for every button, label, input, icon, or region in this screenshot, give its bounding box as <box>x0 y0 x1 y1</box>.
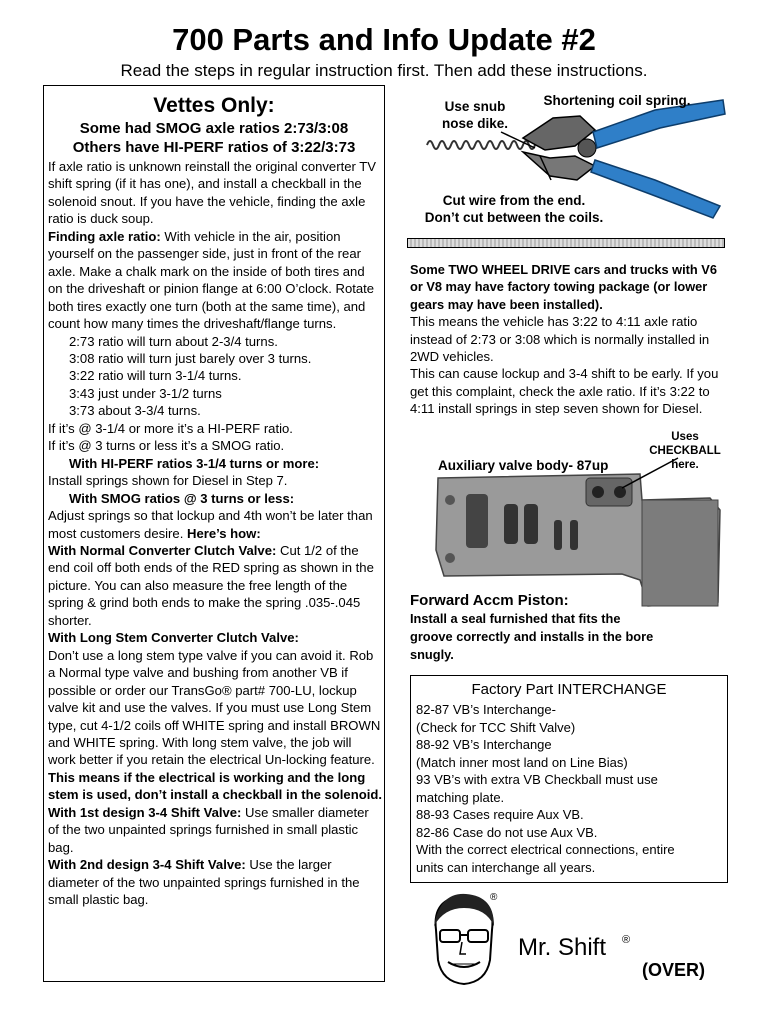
first-design-label: With 1st design 3-4 Shift Valve: <box>48 804 242 820</box>
long-stem-paragraph <box>48 647 382 804</box>
ratio-line: 3:22 ratio will turn 3-1/4 turns. <box>69 368 242 384</box>
two-wheel-drive-heading: Some TWO WHEEL DRIVE cars and trucks with V6 or V8 may have factory towing package (or lower gears may have been installed). <box>410 262 717 312</box>
hiperf-text: Install springs shown for Diesel in Step 7. <box>48 473 288 489</box>
long-stem-label: With Long Stem Converter Clutch Valve: <box>48 630 299 646</box>
list-item: 88-92 VB’s Interchange <box>416 737 552 752</box>
list-item: units can interchange all years. <box>416 859 596 875</box>
uses-checkball-label: Uses CHECKBALL here. <box>649 431 721 471</box>
second-design-paragraph <box>48 856 382 908</box>
factory-interchange-box <box>410 675 728 883</box>
mr-shift-logo <box>420 890 730 990</box>
second-design-label: With 2nd design 3-4 Shift Valve: <box>48 857 246 873</box>
if-hiperf-line: If it’s @ 3-1/4 or more it’s a HI-PERF ratio. <box>48 420 293 436</box>
aux-valve-body-illustration <box>410 430 728 610</box>
page-title: 700 Parts and Info Update #2 <box>172 22 596 57</box>
forward-accm-title: Forward Accm Piston: <box>410 592 569 609</box>
forward-accm-section <box>410 592 728 664</box>
mr-shift-name: Mr. Shift <box>518 934 607 961</box>
list-item: 82-87 VB’s Interchange- <box>416 702 556 717</box>
ratio-line: 3:08 ratio will turn just barely over 3 turns. <box>69 350 312 366</box>
mr-shift-face-icon <box>420 890 510 990</box>
valve-body-icon <box>436 474 720 606</box>
finding-label: Finding axle ratio: <box>48 228 161 244</box>
long-stem-text: Don’t use a long stem type valve if you can avoid it. Rob a Normal type valve and bushing from another VB if possible or order our TransGo® part# 700-LU, lockup valve kit and use the valves. If you must use Long Stem type, cut 4-1/2 coils off WHITE spring and install BROWN and WHITE spring. With long stem valve, the job will work better if you retain the electrical Un-locking feature. <box>48 647 381 768</box>
factory-interchange-list <box>416 701 724 876</box>
list-item: With the correct electrical connections, entire <box>416 842 675 857</box>
factory-interchange-title: Factory Part INTERCHANGE <box>471 681 667 698</box>
long-stem-warning: This means if the electrical is working and the long stem is used, don’t install a checkball in the solenoid. <box>48 769 382 803</box>
smog-subheading: With SMOG ratios @ 3 turns or less: <box>69 490 295 506</box>
first-design-text: Use smaller diameter of the two unpainted springs furnished in small plastic bag. <box>48 804 369 855</box>
pliers-illustration <box>405 88 727 233</box>
smog-ratios-heading: Some had SMOG axle ratios 2:73/3:08 <box>79 120 349 137</box>
vettes-heading: Vettes Only: <box>153 94 275 117</box>
if-smog-line: If it’s @ 3 turns or less it’s a SMOG ratio. <box>48 438 285 454</box>
normal-valve-paragraph <box>48 542 382 629</box>
ratio-line: 3:43 just under 3-1/2 turns <box>69 385 222 401</box>
ratio-line: 2:73 ratio will turn about 2-3/4 turns. <box>69 333 278 349</box>
vettes-body <box>48 158 382 908</box>
shortening-label: Shortening coil spring. <box>543 93 691 108</box>
aux-valve-body-label: Auxiliary valve body- 87up <box>438 458 609 473</box>
heres-how: Here’s how: <box>186 525 261 541</box>
smog-text: Adjust springs so that lockup and 4th won’t be later than most customers desire. <box>48 508 373 541</box>
list-item: 93 VB’s with extra VB Checkball must use <box>416 772 658 787</box>
finding-text: With vehicle in the air, position yourself on the passenger side, just in front of the rear axle. Make a chalk mark on the inside of both tires and on the driveshaft or pinion flange at 6:00 O’clock. Rotate both tires exactly one turn (both at the same time), and count how many times the driveshaft/flange turns. <box>48 228 375 332</box>
second-design-text: Use the larger diameter of the two unpainted springs furnished in the small plastic bag. <box>48 857 360 908</box>
face-registered-mark: ® <box>490 892 498 903</box>
first-design-paragraph <box>48 804 382 856</box>
section-divider <box>407 238 725 248</box>
cut-wire-label: Cut wire from the end. Don’t cut between the coils. <box>424 193 604 225</box>
finding-paragraph <box>48 228 382 333</box>
list-item: matching plate. <box>416 789 505 805</box>
normal-valve-label: With Normal Converter Clutch Valve: <box>48 542 277 558</box>
intro-paragraph: If axle ratio is unknown reinstall the original converter TV shift spring (if it has one), and install a checkball in the solenoid snout. If you have the vehicle, finding the axle ratio is duck soup. <box>48 159 376 227</box>
two-wheel-drive-text: This means the vehicle has 3:22 to 4:11 axle ratio instead of 2:73 or 3:08 which is normally installed in 2WD vehicles. This can cause lockup and 3-4 shift to be early. If you get this complaint, check the axle ratio. If it’s 3:22 to 4:11 install springs in step seven shown for Diesel. <box>410 314 719 417</box>
use-snub-label: Use snub nose dike. <box>441 99 509 131</box>
vettes-section <box>43 85 385 982</box>
normal-valve-text: Cut 1/2 of the end coil off both ends of the RED spring as shown in the picture. You can also measure the free length of the spring & grind both ends to make the spring .035-.045 shorter. <box>48 542 374 628</box>
ratio-line: 3:73 about 3-3/4 turns. <box>69 403 201 419</box>
list-item: (Match inner most land on Line Bias) <box>416 754 628 770</box>
over-label: (OVER) <box>642 960 705 980</box>
list-item: 88-93 Cases require Aux VB. <box>416 807 584 822</box>
list-item: (Check for TCC Shift Valve) <box>416 719 576 735</box>
two-wheel-drive-section <box>410 261 728 418</box>
forward-accm-text: Install a seal furnished that fits the groove correctly and installs in the bore snugly. <box>410 611 654 662</box>
page-subtitle: Read the steps in regular instruction first. Then add these instructions. <box>120 61 648 80</box>
smog-paragraph <box>48 507 382 542</box>
list-item: 82-86 Case do not use Aux VB. <box>416 824 598 840</box>
hiperf-ratios-heading: Others have HI-PERF ratios of 3:22/3:73 <box>72 139 356 156</box>
name-registered-mark: ® <box>622 934 631 946</box>
hiperf-subheading: With HI-PERF ratios 3-1/4 turns or more: <box>69 455 320 471</box>
